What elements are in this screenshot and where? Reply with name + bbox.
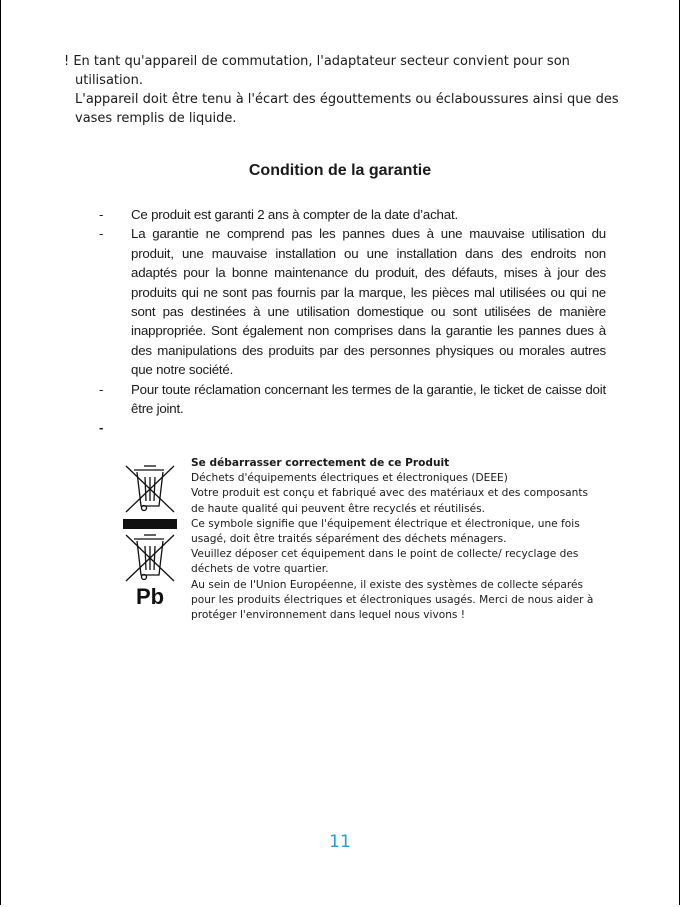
warranty-item: - La garantie ne comprend pas les pannes dues à une mauvaise utilisation du produit, une mauvaise installation ou une installation dans des endroits non adaptés pour la bonne maintenance du produit, des défauts, mises à jour des produits qui ne sont pas fournis par la marque, les pièces mal utilisées ou qui ne sont pas destinées à une utilisation domestique ou sont utilisées de manière inappropriée. Sont également non comprises dans la garantie les pannes dues à des manipulations des produits par des personnes physiques ou morales autres que notre société. <box>96 224 606 379</box>
warning-line: utilisation. <box>75 73 143 88</box>
disposal-heading: Se débarrasser correctement de ce Produit <box>191 457 450 469</box>
disposal-line: pour les produits électriques et électroniques usagés. Merci de nous aider à <box>191 593 594 606</box>
warning-line: L'appareil doit être tenu à l'écart des égouttements ou éclaboussures ainsi que des <box>75 92 619 107</box>
solid-bar-icon <box>123 519 177 529</box>
disposal-line: Déchets d'équipements électriques et électroniques (DEEE) <box>191 472 508 485</box>
disposal-line: de haute qualité qui peuvent être recyclés et réutilisés. <box>191 502 486 515</box>
disposal-info <box>191 456 601 623</box>
disposal-line: Votre produit est conçu et fabriqué avec des matériaux et des composants <box>191 487 589 500</box>
disposal-line: Ce symbole signifie que l'équipement électrique et électronique, une fois <box>191 517 580 530</box>
safety-warning <box>64 52 624 128</box>
disposal-line: déchets de votre quartier. <box>191 563 329 576</box>
disposal-line: Veuillez déposer cet équipement dans le point de collecte/ recyclage des <box>191 548 579 561</box>
lead-symbol: Pb <box>135 584 165 609</box>
weee-crossed-bin-icon <box>120 462 180 612</box>
warranty-item: - Ce produit est garanti 2 ans à compter de la date d’achat. <box>96 205 606 224</box>
warning-line: ! En tant qu'appareil de commutation, l'adaptateur secteur convient pour son <box>64 54 570 69</box>
page-number: 11 <box>329 832 351 852</box>
warranty-item: - Pour toute réclamation concernant les termes de la garantie, le ticket de caisse doit être joint. <box>96 380 606 419</box>
crossed-bin-icon <box>126 466 174 512</box>
warranty-item-empty <box>96 418 606 437</box>
disposal-line: Au sein de l'Union Européenne, il existe des systèmes de collecte séparés <box>191 578 584 591</box>
warning-line: vases remplis de liquide. <box>75 111 237 126</box>
disposal-line: usagé, doit être traités séparément des déchets ménagers. <box>191 533 507 546</box>
crossed-bin-icon <box>126 535 174 581</box>
warranty-title: Condition de la garantie <box>248 162 432 179</box>
warranty-list <box>96 205 606 437</box>
disposal-line: protéger l'environnement dans lequel nous vivons ! <box>191 609 466 622</box>
